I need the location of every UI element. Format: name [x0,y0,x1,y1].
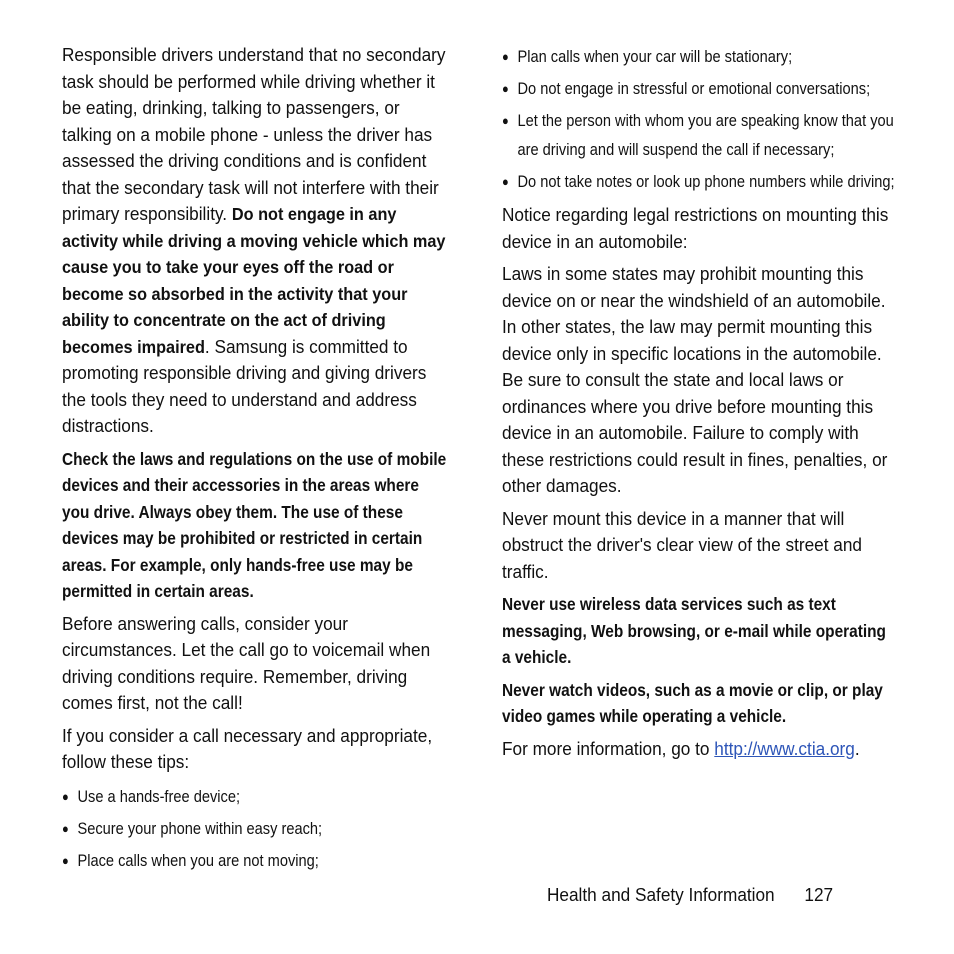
left-column [62,42,447,881]
paragraph-tail-text: . Samsung is committed to promoting responsible driving and giving drivers the tools they need to understand and address distractions. [62,335,427,436]
right-column [502,42,895,768]
more-info-paragraph [502,736,889,763]
tips-list [62,782,447,875]
mounting-notice-paragraph: Notice regarding legal restrictions on mounting this device in an automobile: [502,204,889,252]
mounting-laws-paragraph: Laws in some states may prohibit mounting this device on or near the windshield of an automobile. In other states, the law may permit mounting this device only in specific locations in the automobile. Be sure to consult the state and local laws or ordinances where you drive before mounting this device in an automobile. Failure to comply with these restrictions could result in fines, penalties, or other damages. [502,263,888,496]
laws-regulations-paragraph: Check the laws and regulations on the use of mobile devices and their accessories in the areas where you drive. Always obey them. The use of these devices may be prohibited or restricted in certain areas. For example, only hands-free use may be permitted in certain areas. [62,448,447,601]
page-footer [547,884,833,906]
paragraph-text: Responsible drivers understand that no secondary task should be performed while driving whether it be eating, drinking, talking to passengers, or talking on a mobile phone - unless the driver has assessed the driving conditions and is confident that the secondary task will not interfere with their primary responsibility. [62,44,446,224]
list-item: ● Let the person with whom you are speaking know that you are driving and will suspend the call if necessary; [502,106,902,164]
wireless-data-warning: Never use wireless data services such as text messaging, Web browsing, or e-mail while operating a vehicle. [502,594,886,667]
list-item: ● Use a hands-free device; [62,782,462,811]
list-item: ● Do not engage in stressful or emotional conversations; [502,74,902,103]
list-item: ● Plan calls when your car will be stationary; [502,42,902,71]
ctia-link[interactable]: http://www.ctia.org [714,737,855,759]
responsible-drivers-paragraph [62,42,449,440]
tips-intro-paragraph: If you consider a call necessary and appropriate, follow these tips: [62,724,433,772]
answering-calls-paragraph: Before answering calls, consider your circumstances. Let the call go to voicemail when driving conditions require. Remember, driving comes first, not the call! [62,612,431,713]
list-item: ● Secure your phone within easy reach; [62,814,462,843]
footer-section-title: Health and Safety Information [547,884,775,905]
more-info-prefix: For more information, go to [502,737,715,759]
more-info-suffix: . [854,737,860,759]
tips-list-continued [502,42,895,196]
page-number: 127 [804,884,834,905]
list-item: ● Do not take notes or look up phone numbers while driving; [502,167,902,196]
obstruct-view-paragraph: Never mount this device in a manner that will obstruct the driver's clear view of the street and traffic. [502,507,862,582]
list-item: ● Place calls when you are not moving; [62,846,462,875]
paragraph-bold-text: Do not engage in any activity while driving a moving vehicle which may cause you to take your eyes off the road or become so absorbed in the activity that your ability to concentrate on the act of driving becomes impaired [62,204,446,357]
videos-warning: Never watch videos, such as a movie or clip, or play video games while operating a vehicle. [502,679,883,726]
